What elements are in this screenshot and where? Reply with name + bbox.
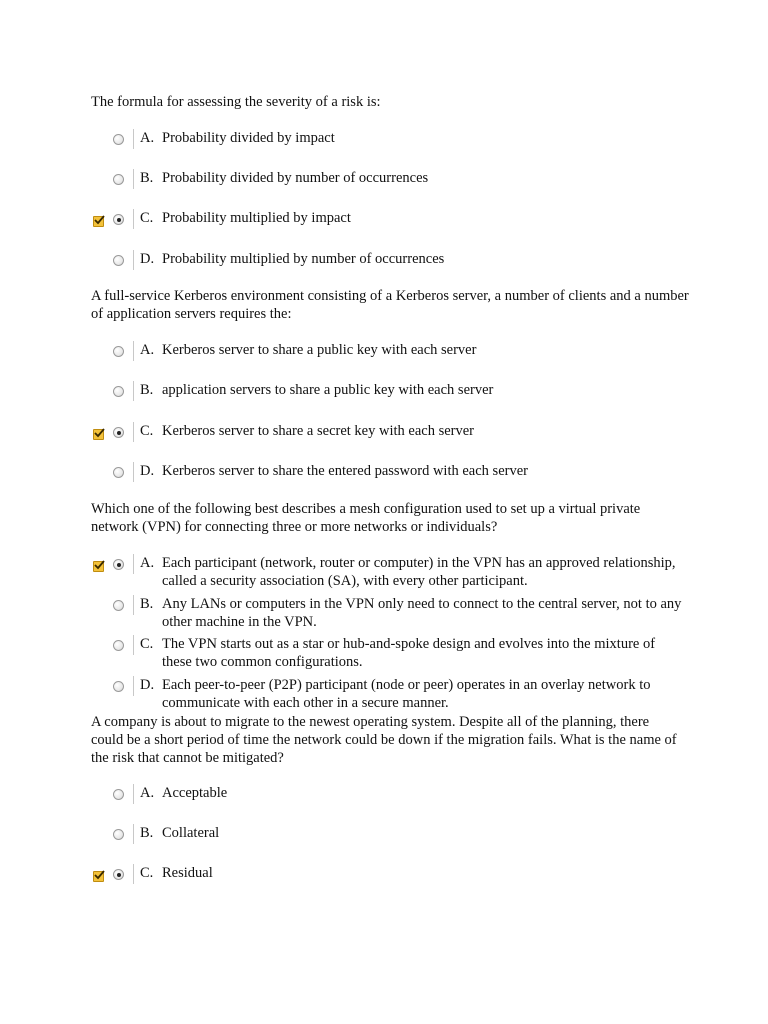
question-1-option-c[interactable] [0,208,768,248]
option-letter: C. [140,865,154,881]
option-divider [133,462,134,482]
option-text: Probability multiplied by number of occurrences [162,251,445,267]
question-1-option-b[interactable] [0,168,768,208]
option-text: The VPN starts out as a star or hub-and-spoke design and evolves into the mixture of these two common configurations. [162,636,656,670]
question-2-option-a[interactable] [0,340,768,380]
option-text: Kerberos server to share a public key with each server [162,342,477,358]
option-divider [133,381,134,401]
option-letter: C. [140,210,154,226]
option-text: Residual [162,865,213,881]
radio-button[interactable] [113,640,124,651]
option-text: application servers to share a public key with each server [162,382,494,398]
radio-button[interactable] [113,174,124,185]
radio-button[interactable] [113,681,124,692]
question-4-option-b[interactable] [0,823,768,863]
question-3-option-a[interactable] [0,553,768,593]
option-letter: B. [140,382,154,398]
option-letter: B. [140,596,154,612]
option-divider [133,864,134,884]
radio-button[interactable] [113,255,124,266]
option-divider [133,209,134,229]
question-4-text: A company is about to migrate to the newest operating system. Despite all of the planning, there could be a short period of time the network could be down if the migration fails. What is the name of the risk that cannot be mitigated? [91,714,677,766]
option-divider [133,169,134,189]
correct-check-icon [93,216,104,227]
option-text: Acceptable [162,785,228,801]
option-text: Each participant (network, router or computer) in the VPN has an approved relationship, called a security association (SA), with every other participant. [162,555,676,589]
question-3-option-b[interactable] [0,594,768,634]
option-text: Each peer-to-peer (P2P) participant (node or peer) operates in an overlay network to communicate with each other in a secure manner. [162,677,651,711]
option-divider [133,595,134,615]
option-letter: A. [140,342,155,358]
question-1-option-d[interactable] [0,249,768,289]
option-divider [133,422,134,442]
radio-button[interactable] [113,467,124,478]
radio-button[interactable] [113,346,124,357]
question-3-text: Which one of the following best describes a mesh configuration used to set up a virtual private network (VPN) for connecting three or more networks or individuals? [91,501,641,535]
question-3-option-c[interactable] [0,634,768,674]
option-letter: C. [140,636,154,652]
option-text: Kerberos server to share a secret key with each server [162,423,474,439]
option-letter: A. [140,555,155,571]
option-divider [133,676,134,696]
option-letter: D. [140,251,155,267]
radio-button-selected[interactable] [113,427,124,438]
option-letter: D. [140,677,155,693]
option-divider [133,129,134,149]
correct-check-icon [93,429,104,440]
option-text: Kerberos server to share the entered password with each server [162,463,528,479]
radio-button-selected[interactable] [113,214,124,225]
question-2-option-d[interactable] [0,461,768,501]
radio-button[interactable] [113,829,124,840]
correct-check-icon [93,561,104,572]
option-divider [133,250,134,270]
question-4-option-a[interactable] [0,783,768,823]
option-letter: A. [140,130,155,146]
question-3-option-d[interactable] [0,675,768,715]
radio-button[interactable] [113,600,124,611]
radio-button[interactable] [113,386,124,397]
option-letter: B. [140,170,154,186]
option-divider [133,635,134,655]
option-text: Probability multiplied by impact [162,210,351,226]
option-text: Probability divided by impact [162,130,335,146]
question-4-option-c[interactable] [0,863,768,903]
option-letter: B. [140,825,154,841]
radio-button[interactable] [113,789,124,800]
option-letter: D. [140,463,155,479]
option-divider [133,824,134,844]
question-2-text: A full-service Kerberos environment consisting of a Kerberos server, a number of clients and a number of application servers requires the: [91,288,689,322]
option-divider [133,554,134,574]
option-letter: A. [140,785,155,801]
radio-button[interactable] [113,134,124,145]
option-letter: C. [140,423,154,439]
correct-check-icon [93,871,104,882]
radio-button-selected[interactable] [113,869,124,880]
option-divider [133,341,134,361]
option-text: Collateral [162,825,220,841]
question-2-option-c[interactable] [0,421,768,461]
option-divider [133,784,134,804]
question-2-option-b[interactable] [0,380,768,420]
question-1-text: The formula for assessing the severity of a risk is: [91,94,381,110]
option-text: Probability divided by number of occurrences [162,170,429,186]
option-text: Any LANs or computers in the VPN only need to connect to the central server, not to any other machine in the VPN. [162,596,682,630]
radio-button-selected[interactable] [113,559,124,570]
question-1-option-a[interactable] [0,128,768,168]
